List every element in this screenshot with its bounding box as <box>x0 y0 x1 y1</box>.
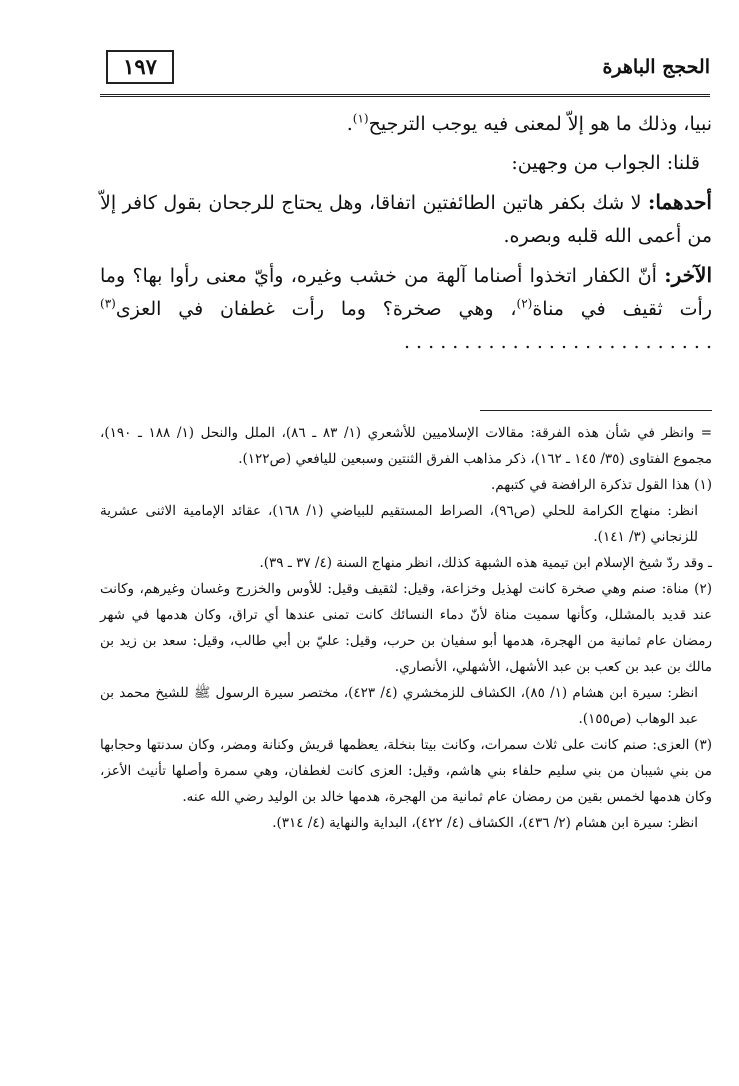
continuation-dots: . . . . . . . . . . . . . . . . . . . . . . . . . . <box>403 331 712 353</box>
footnote-ref-1[interactable]: (١) <box>352 111 369 126</box>
page-header <box>100 50 710 97</box>
footnote-1: (١) هذا القول تذكرة الرافضة في كتبهم. <box>490 477 712 493</box>
main-text <box>100 108 712 365</box>
paragraph-4-mid: ، وهي صخرة؟ وما رأت غطفان في العزى <box>115 298 517 320</box>
paragraph-4 <box>100 259 712 359</box>
paragraph-3-text: لا شك بكفر هاتين الطائفتين اتفاقا، وهل يحتاج للرجحان بقول كافر إلاّ من أعمى الله قلبه وبصره. <box>100 192 712 247</box>
footnotes <box>100 420 712 836</box>
paragraph-1-end: . <box>346 113 353 135</box>
paragraph-3-lead: أحدهما: <box>647 190 712 214</box>
book-title: الحجج الباهرة <box>602 56 710 78</box>
footnote-separator <box>480 410 712 411</box>
paragraph-4-lead: الآخر: <box>664 263 712 287</box>
footnote-3: (٣) العزى: صنم كانت على ثلاث سمرات، وكانت بيتا بنخلة، يعظمها قريش وكنانة ومضر، وكان سدنتها وحجابها من بني شيبان من بني سليم حلفاء بني هاشم، وقيل: العزى كانت لغطفان، وهي سمرة وأصلها تأنيث الأعز، وكان هدمها لخمس بقين من رمضان عام ثمانية من الهجرة، هدمها خالد بن الوليد رضي الله عنه. <box>100 737 712 805</box>
paragraph-4-text: أنّ الكفار اتخذوا أصناما آلهة من خشب وغيره، وأيّ معنى رأوا بها؟ وما رأت ثقيف في مناة <box>100 265 712 320</box>
footnote-3-source: انظر: سيرة ابن هشام (٢/ ٤٣٦)، الكشاف (٤/ ٤٢٢)، البداية والنهاية (٤/ ٣١٤). <box>272 815 698 831</box>
footnote-ref-3[interactable]: (٣) <box>100 296 116 311</box>
paragraph-3 <box>100 186 712 253</box>
footnote-1-extra: ـ وقد ردّ شيخ الإسلام ابن تيمية هذه الشبهة كذلك، انظر منهاج السنة (٤/ ٣٧ ـ ٣٩). <box>259 555 712 571</box>
footnote-2: (٢) مناة: صنم وهي صخرة كانت لهذيل وخزاعة، وقيل: لثقيف وقيل: للأوس والخزرج وغسان وغيرهم، وكانت عند قديد بالمشلل، وكأنها سميت مناة لأنّ دماء النسائك كانت تمنى عندها أي تراق، وكان هدمها في شهر رمضان عام ثمانية من الهجرة، هدمها أبو سفيان بن حرب، وقيل: عليّ بن أبي طالب، وقيل: سعد بن زيد بن مالك بن عبد بن كعب بن عبد الأشهل، الأشهلي، الأنصاري. <box>100 581 712 675</box>
footnote-1-source: انظر: منهاج الكرامة للحلي (ص٩٦)، الصراط المستقيم للبياضي (١/ ١٦٨)، عقائد الإمامية الاثنى عشرية للزنجاني (٣/ ١٤١). <box>100 503 699 545</box>
footnote-2-source: انظر: سيرة ابن هشام (١/ ٨٥)، الكشاف للزمخشري (٤/ ٤٢٣)، مختصر سيرة الرسول ﷺ للشيخ محمد بن عبد الوهاب (ص١٥٥). <box>100 685 699 727</box>
paragraph-2: قلنا: الجواب من وجهين: <box>511 152 700 174</box>
footnote-continuation: = وانظر في شأن هذه الفرقة: مقالات الإسلاميين للأشعري (١/ ٨٣ ـ ٨٦)، الملل والنحل (١/ ١٨٨ ـ ١٩٠)، مجموع الفتاوى (٣٥/ ١٤٥ ـ ١٦٢)، ذكر مذاهب الفرق الثنتين وسبعين لليافعي (ص١٢٢). <box>100 425 713 467</box>
paragraph-1 <box>100 108 712 141</box>
page-number: ١٩٧ <box>106 50 174 84</box>
paragraph-1-text: نبيا، وذلك ما هو إلاّ لمعنى فيه يوجب الترجيح <box>368 113 712 135</box>
footnote-ref-2[interactable]: (٢) <box>516 296 533 311</box>
